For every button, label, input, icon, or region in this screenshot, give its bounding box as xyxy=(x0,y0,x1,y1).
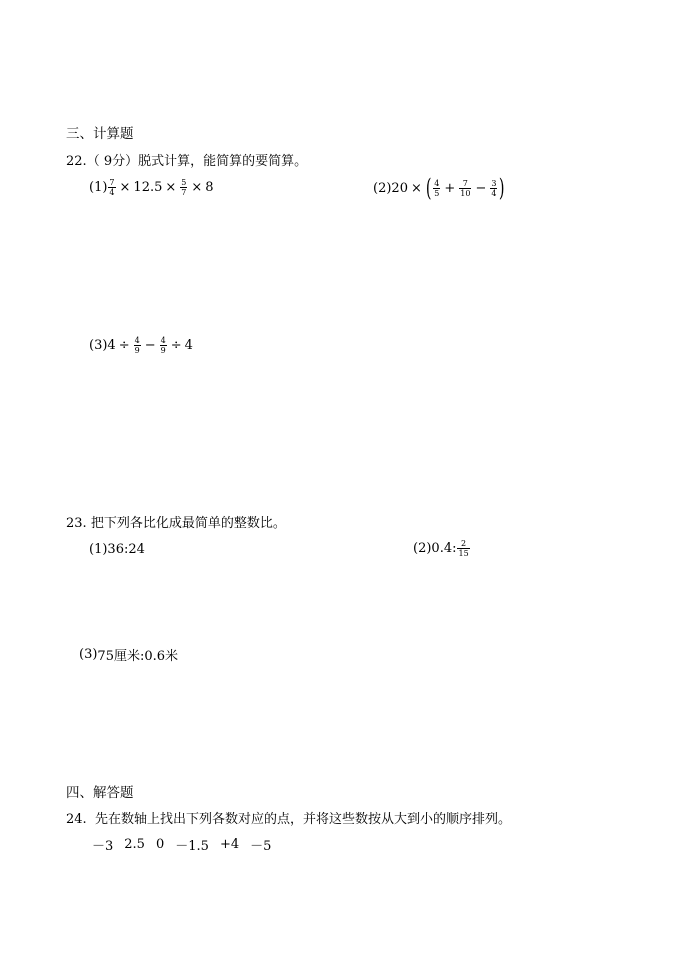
question-23-part-2 xyxy=(413,539,471,558)
question-24-intro: 先在数轴上找出下列各数对应的点，并将这些数按从大到小的顺序排列。 xyxy=(94,812,511,827)
question-22-intro: （ 9分）脱式计算，能简算的要简算。 xyxy=(86,154,308,169)
part-label: (3) xyxy=(79,647,98,662)
question-23 xyxy=(66,512,286,531)
fraction xyxy=(457,539,469,558)
fraction xyxy=(459,179,471,198)
number-item: －1.5 xyxy=(175,839,209,854)
minus-sign: − xyxy=(475,180,487,196)
numerator: 7 xyxy=(109,178,115,187)
question-22-part-2 xyxy=(373,176,506,200)
part-label: (2) xyxy=(373,180,392,196)
numerator: 4 xyxy=(160,336,166,345)
denominator: 9 xyxy=(134,346,140,355)
times-sign: × xyxy=(410,180,422,196)
numerator: 7 xyxy=(462,178,468,188)
denominator: 7 xyxy=(181,188,187,197)
section-4-heading: 四、解答题 xyxy=(66,785,134,801)
numerator: 4 xyxy=(134,336,140,345)
question-22 xyxy=(66,150,307,169)
question-23-intro: 把下列各比化成最简单的整数比。 xyxy=(90,516,286,531)
part-label: (3) xyxy=(89,338,108,353)
number-item: 0 xyxy=(155,837,165,852)
question-22-part-3 xyxy=(89,336,193,355)
numerator: 5 xyxy=(181,178,187,187)
left-paren: ( xyxy=(425,174,432,202)
divide-sign: ÷ xyxy=(170,338,182,353)
number: 4 xyxy=(107,338,116,353)
number: 4 xyxy=(184,338,193,353)
numerator: 3 xyxy=(491,178,497,188)
part-label: (1) xyxy=(89,542,108,557)
fraction xyxy=(490,179,497,198)
denominator: 15 xyxy=(458,549,469,558)
ratio: 0.4: xyxy=(431,541,457,556)
denominator: 10 xyxy=(460,188,471,198)
part-label: (1) xyxy=(89,180,108,195)
fraction xyxy=(108,178,115,197)
number-list xyxy=(92,835,282,854)
fraction xyxy=(180,178,187,197)
question-24 xyxy=(66,808,511,827)
number: 20 xyxy=(391,180,408,196)
question-22-number: 22. xyxy=(66,154,87,169)
fraction xyxy=(160,336,167,355)
number-item: 2.5 xyxy=(124,837,145,852)
fraction xyxy=(433,179,440,198)
number-item: －3 xyxy=(92,839,114,854)
question-24-number: 24. xyxy=(66,812,87,827)
question-23-number: 23. xyxy=(66,516,87,531)
fraction xyxy=(134,336,141,355)
part-label: (2) xyxy=(413,541,432,556)
number: 12.5 xyxy=(133,180,163,195)
question-23-part-3 xyxy=(79,645,178,664)
number: 8 xyxy=(205,180,214,195)
times-sign: × xyxy=(191,180,203,195)
question-22-part-1 xyxy=(89,178,214,197)
ratio: 75厘米:0.6米 xyxy=(97,649,179,664)
denominator: 5 xyxy=(434,188,440,198)
times-sign: × xyxy=(119,180,131,195)
number-item: －5 xyxy=(250,839,272,854)
numerator: 4 xyxy=(434,178,440,188)
question-23-part-1 xyxy=(89,542,145,557)
denominator: 4 xyxy=(491,188,497,198)
section-3-heading: 三、计算题 xyxy=(66,126,134,142)
plus-sign: + xyxy=(444,180,456,196)
times-sign: × xyxy=(165,180,177,195)
minus-sign: − xyxy=(144,338,156,353)
ratio: 36:24 xyxy=(107,542,145,557)
denominator: 9 xyxy=(160,346,166,355)
number-item: +4 xyxy=(219,837,240,852)
divide-sign: ÷ xyxy=(118,338,130,353)
numerator: 2 xyxy=(461,539,467,548)
right-paren: ) xyxy=(499,174,505,202)
denominator: 4 xyxy=(109,188,115,197)
